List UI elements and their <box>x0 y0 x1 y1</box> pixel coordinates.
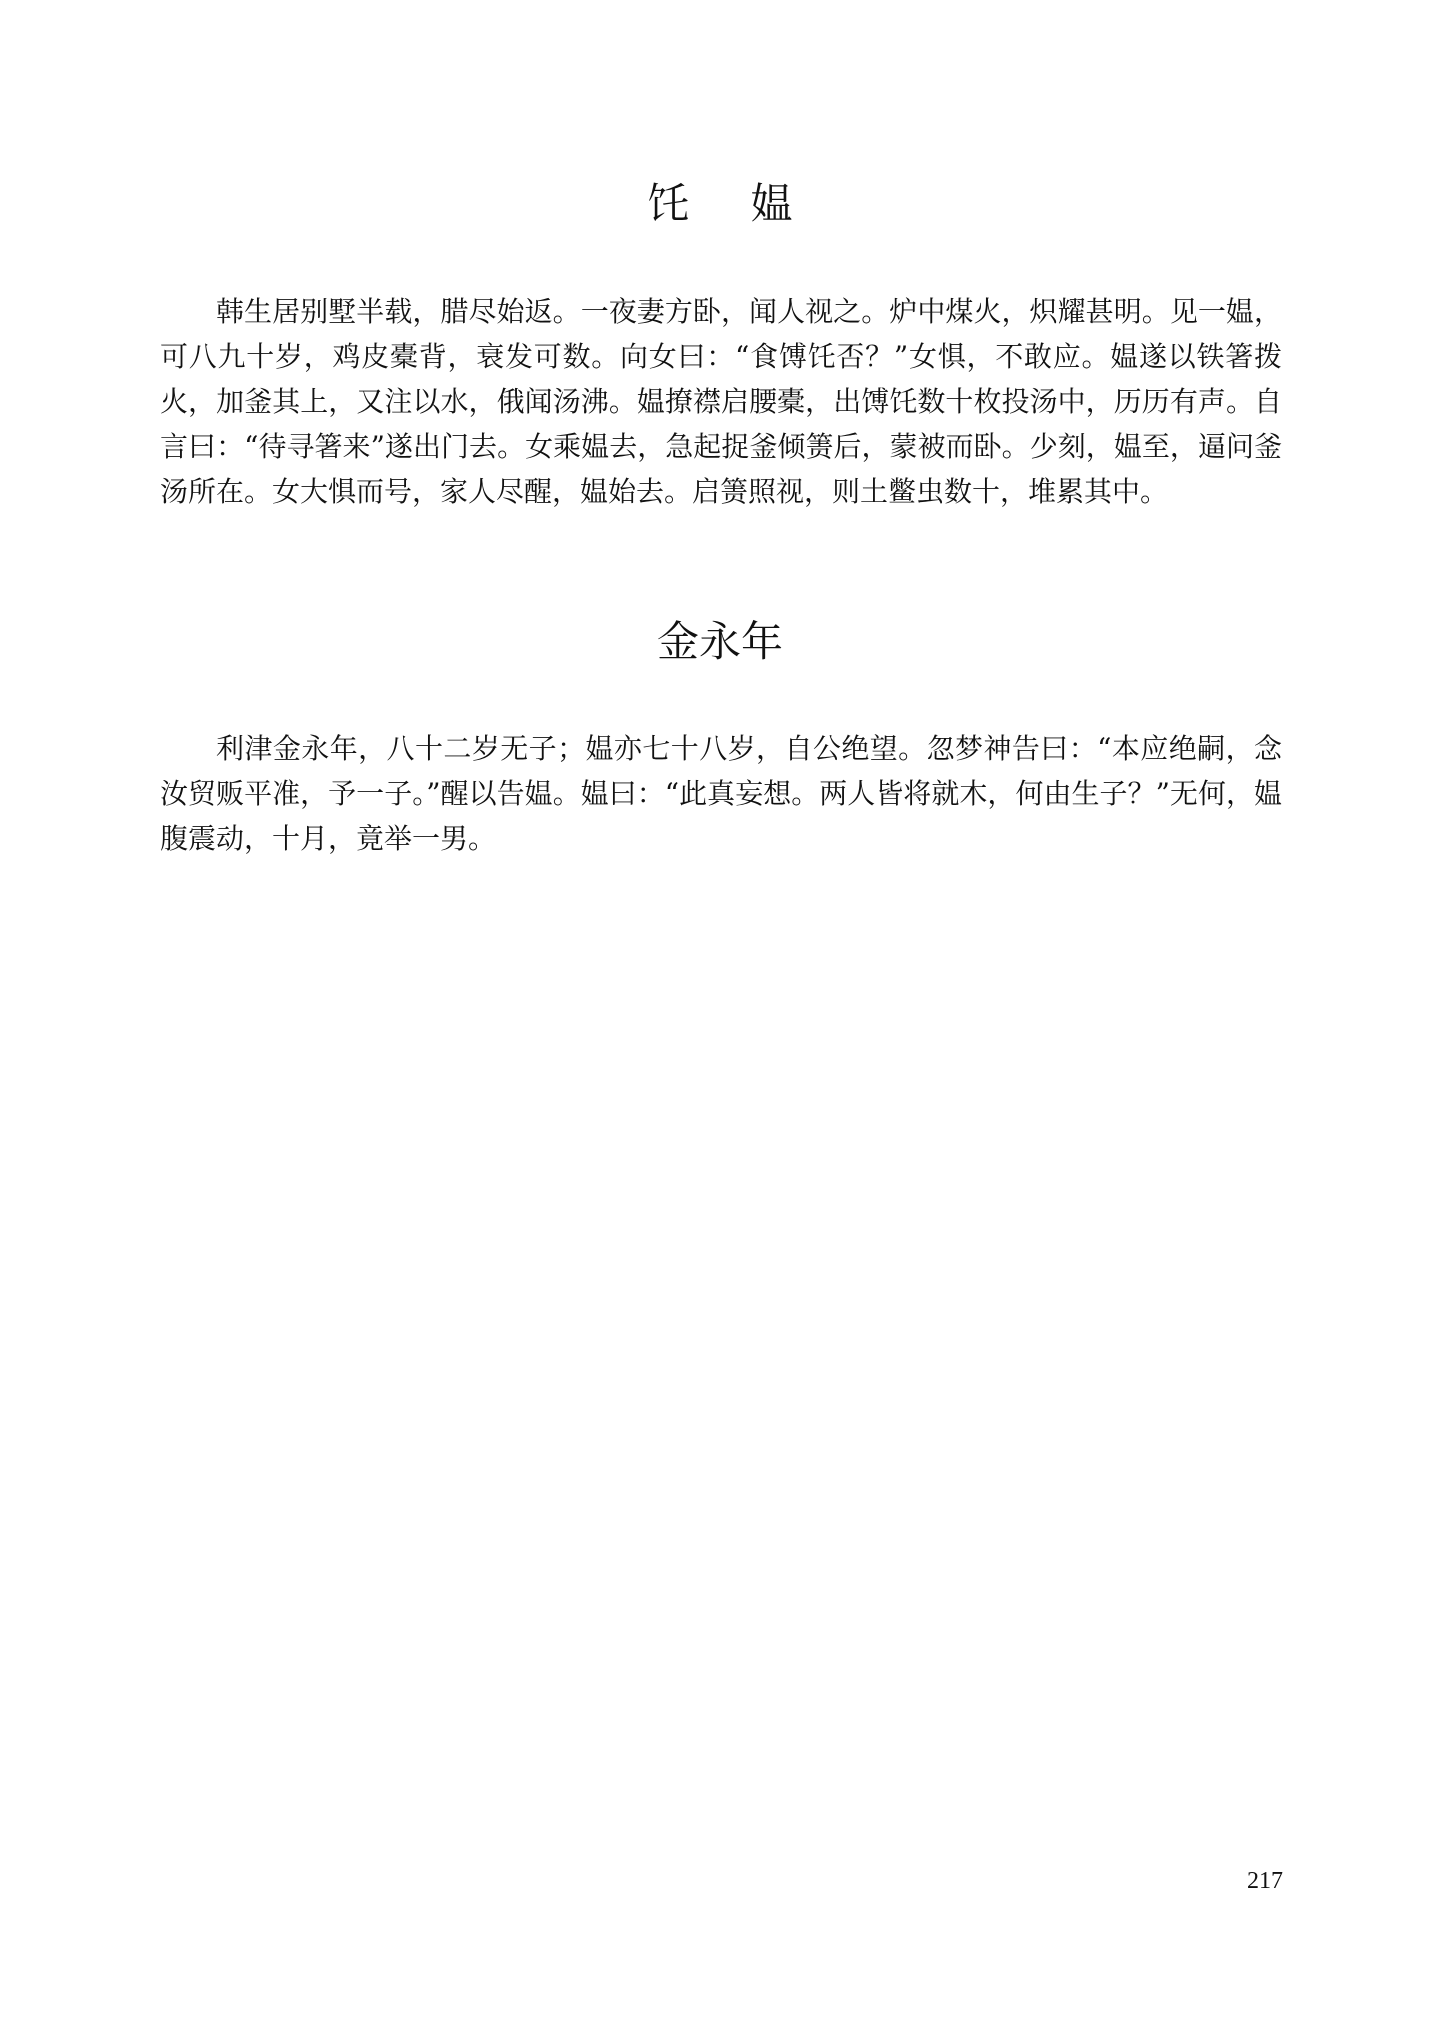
section-paragraph-2: 利津金永年，八十二岁无子；媪亦七十八岁，自公绝望。忽梦神告曰：“本应绝嗣，念汝贸贩平准，予一子。”醒以告媪。媪曰：“此真妄想。两人皆将就木，何由生子？”无何，媪腹震动，十月，竟举一男。 <box>160 732 1282 855</box>
page-number: 217 <box>1247 1868 1283 1894</box>
section-title-1: 饦 媪 <box>647 179 817 228</box>
section-title-2: 金永年 <box>656 617 783 666</box>
section-paragraph-1: 韩生居别墅半载，腊尽始返。一夜妻方卧，闻人视之。炉中煤火，炽耀甚明。见一媪，可八九十岁，鸡皮橐背，衰发可数。向女曰：“食馎饦否？”女惧，不敢应。媪遂以铁箸拨火，加釜其上，又注以水，俄闻汤沸。媪撩襟启腰橐，出馎饦数十枚投汤中，历历有声。自言曰：“待寻箸来”遂出门去。女乘媪去，急起捉釜倾箦后，蒙被而卧。少刻，媪至，逼问釜汤所在。女大惧而号，家人尽醒，媪始去。启箦照视，则土鳖虫数十，堆累其中。 <box>160 295 1282 508</box>
